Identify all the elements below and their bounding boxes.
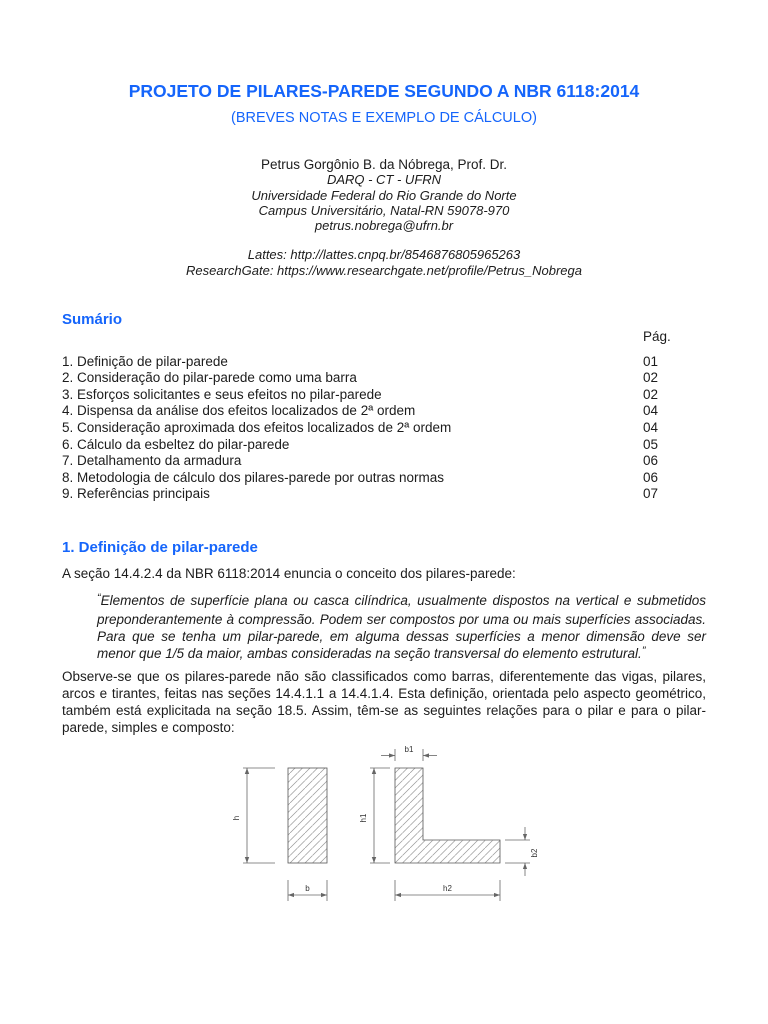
toc-item-label: 6. Cálculo da esbeltez do pilar-parede bbox=[62, 436, 290, 452]
pilar-simples-diagram bbox=[243, 768, 327, 901]
toc-item-label: 8. Metodologia de cálculo dos pilares-parede por outras normas bbox=[62, 469, 444, 485]
toc-item-page: 04 bbox=[643, 403, 659, 419]
author-email: petrus.nobrega@ufrn.br bbox=[314, 218, 454, 234]
toc-item-label: 1. Definição de pilar-parede bbox=[62, 353, 228, 369]
toc-item bbox=[62, 470, 706, 487]
rect-section-shape bbox=[288, 768, 327, 863]
section-1-body: Observe-se que os pilares-parede não são classificados como barras, diferentemente das vigas, pilares, arcos e tirantes, feitas nas seções 14.4.1.1 a 14.4.1.4. Esta definição, orientada pelo aspecto geométrico, também está explicitada na seção 18.5. Assim, têm-se as seguintes relações para o pilar e para o pilar-parede, simples e composto: bbox=[62, 669, 706, 736]
toc-item-label: 7. Detalhamento da armadura bbox=[62, 453, 242, 469]
quote-text: Elementos de superfície plana ou casca cilíndrica, usualmente dispostos na vertical e submetidos preponderantemente à compressão. Podem ser compostos por uma ou mais superfícies associadas. Para que se tenha um pilar-parede, em alguma dessas superfícies a menor dimensão deve ser menor que 1/5 da maior, ambas consideradas na seção transversal do elemento estrutural. bbox=[97, 593, 706, 662]
author-links bbox=[62, 247, 706, 278]
quote-close-mark: ” bbox=[641, 645, 646, 658]
section-1-heading: 1. Definição de pilar-parede bbox=[62, 539, 258, 557]
author-university: Universidade Federal do Rio Grande do Norte bbox=[251, 187, 517, 203]
toc-item-label: 4. Dispensa da análise dos efeitos localizados de 2ª ordem bbox=[62, 403, 416, 419]
toc-page-column-label: Pág. bbox=[643, 329, 671, 345]
cross-section-figure bbox=[62, 736, 706, 911]
dim-label-b2: b2 bbox=[530, 848, 539, 858]
researchgate-link: ResearchGate: https://www.researchgate.net/profile/Petrus_Nobrega bbox=[186, 262, 582, 278]
toc-item bbox=[62, 437, 706, 454]
toc-item-page: 02 bbox=[643, 370, 659, 386]
toc-item-page: 01 bbox=[643, 353, 659, 369]
toc-item bbox=[62, 403, 706, 420]
toc-item-page: 02 bbox=[643, 386, 659, 402]
table-of-contents bbox=[62, 354, 706, 503]
section-1-intro: A seção 14.4.2.4 da NBR 6118:2014 enuncia o conceito dos pilares-parede: bbox=[62, 566, 516, 582]
pilar-parede-composto-diagram bbox=[370, 749, 530, 901]
author-block bbox=[62, 157, 706, 233]
toc-item-page: 04 bbox=[643, 420, 659, 436]
toc-item-page: 06 bbox=[643, 453, 659, 469]
toc-item-page: 07 bbox=[643, 486, 659, 502]
dim-label-h2: h2 bbox=[443, 884, 452, 894]
toc-item bbox=[62, 370, 706, 387]
toc-item-label: 9. Referências principais bbox=[62, 486, 210, 502]
toc-item-label: 3. Esforços solicitantes e seus efeitos no pilar-parede bbox=[62, 386, 382, 402]
toc-item-page: 06 bbox=[643, 469, 659, 485]
author-campus: Campus Universitário, Natal-RN 59078-970 bbox=[258, 202, 510, 218]
doc-title: PROJETO DE PILARES-PAREDE SEGUNDO A NBR 6118:2014 bbox=[128, 81, 640, 101]
toc-item-label: 2. Consideração do pilar-parede como uma barra bbox=[62, 370, 357, 386]
toc-item bbox=[62, 486, 706, 503]
l-section-shape bbox=[395, 768, 500, 863]
dim-label-b: b bbox=[305, 884, 310, 894]
toc-item bbox=[62, 420, 706, 437]
quote-open-mark: “ bbox=[97, 592, 101, 605]
dim-label-h1: h1 bbox=[359, 813, 368, 823]
dim-label-h: h bbox=[232, 815, 241, 821]
lattes-link: Lattes: http://lattes.cnpq.br/8546876805965263 bbox=[247, 247, 521, 263]
norm-quote bbox=[97, 592, 706, 664]
toc-item bbox=[62, 354, 706, 371]
author-name: Petrus Gorgônio B. da Nóbrega, Prof. Dr. bbox=[260, 157, 508, 172]
author-department: DARQ - CT - UFRN bbox=[326, 172, 442, 188]
toc-item bbox=[62, 453, 706, 470]
dim-label-b1: b1 bbox=[404, 745, 414, 755]
toc-item bbox=[62, 387, 706, 404]
toc-item-label: 5. Consideração aproximada dos efeitos localizados de 2ª ordem bbox=[62, 420, 452, 436]
toc-heading: Sumário bbox=[62, 311, 123, 329]
doc-subtitle: (BREVES NOTAS E EXEMPLO DE CÁLCULO) bbox=[231, 110, 537, 126]
toc-item-page: 05 bbox=[643, 436, 659, 452]
pilar-sections-diagram bbox=[230, 743, 550, 908]
